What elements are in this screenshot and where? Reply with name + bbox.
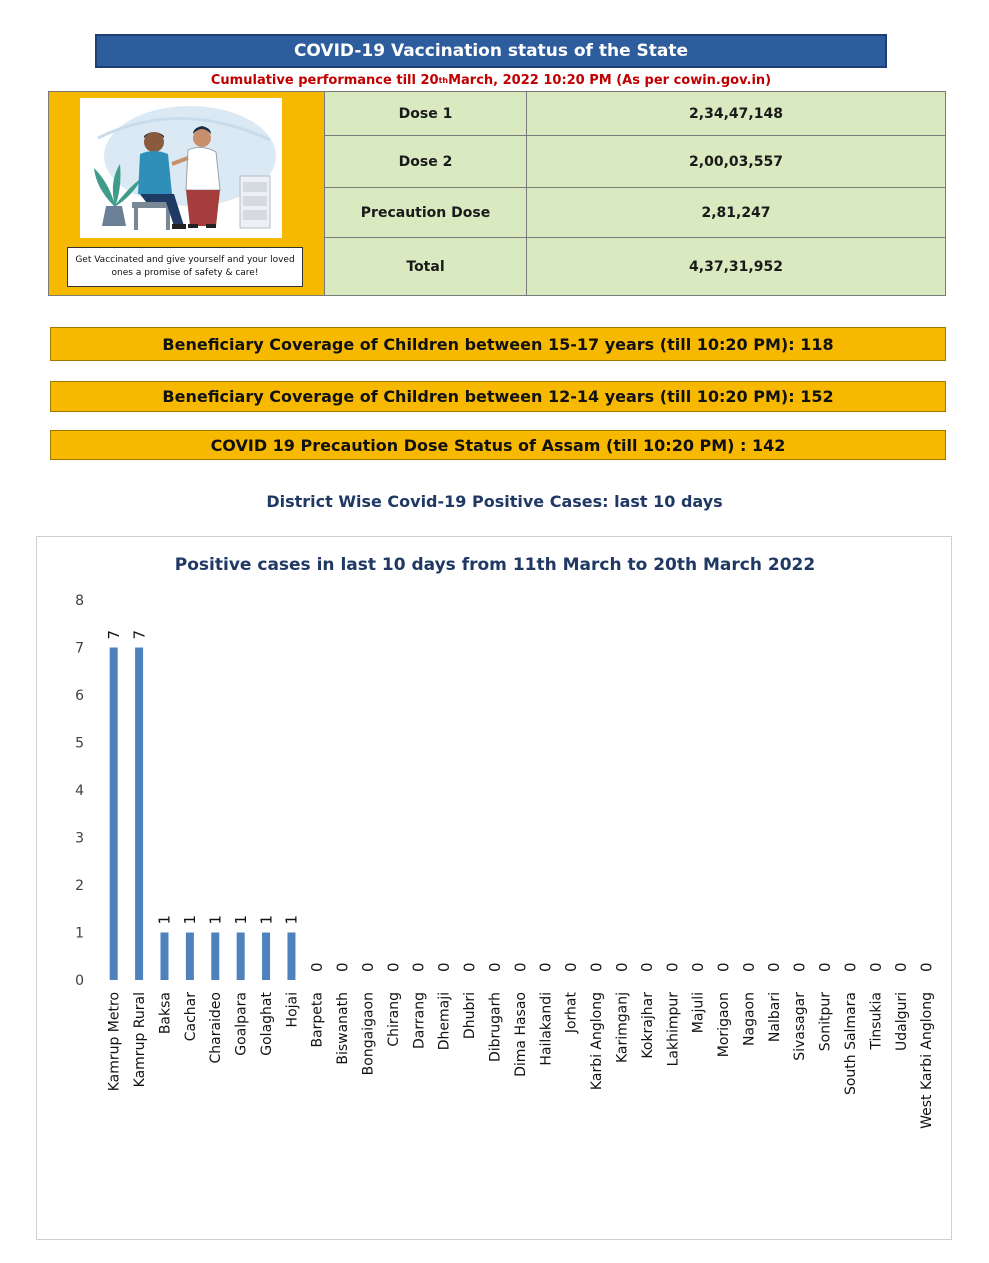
- data-label: 0: [612, 962, 631, 972]
- x-tick-label: South Salmara: [843, 992, 860, 1096]
- promo-panel: [49, 92, 325, 295]
- x-tick-label: Lakhimpur: [665, 992, 682, 1067]
- data-label: 7: [130, 629, 149, 640]
- bar: [135, 648, 143, 981]
- dose-value: 2,81,247: [701, 204, 771, 221]
- x-tick-label: Sonitpur: [817, 992, 834, 1052]
- data-label: 0: [384, 962, 403, 972]
- x-tick-label: Kokrajhar: [639, 992, 656, 1059]
- x-tick-label: Cachar: [182, 992, 199, 1042]
- y-tick-label: 5: [75, 735, 84, 752]
- data-label: 0: [511, 962, 530, 972]
- data-label: 0: [485, 962, 504, 972]
- y-tick-label: 1: [75, 925, 84, 942]
- dose-value: 2,34,47,148: [689, 105, 783, 122]
- x-tick-label: Darrang: [411, 992, 428, 1049]
- dose-label: Dose 2: [325, 136, 527, 187]
- x-tick-label: Hojai: [284, 992, 301, 1028]
- x-tick-label: Morigaon: [716, 992, 733, 1058]
- data-label: 0: [765, 962, 784, 972]
- x-tick-label: Karbi Anglong: [589, 992, 606, 1091]
- bar: [186, 933, 194, 981]
- children-12-14-coverage-bar: Beneficiary Coverage of Children between 12-14 years (till 10:20 PM): 152: [50, 381, 946, 412]
- x-tick-label: Chirang: [385, 992, 402, 1047]
- data-label: 1: [155, 914, 174, 925]
- y-tick-label: 4: [75, 783, 84, 799]
- x-tick-label: West Karbi Anglong: [919, 991, 936, 1129]
- data-label: 0: [739, 962, 758, 972]
- precaution-dose-status-bar: COVID 19 Precaution Dose Status of Assam (till 10:20 PM) : 142: [50, 430, 946, 460]
- data-label: 0: [689, 962, 708, 972]
- x-tick-label: Goalpara: [233, 992, 250, 1056]
- vaccination-illustration: [80, 98, 282, 238]
- x-tick-label: Barpeta: [309, 992, 326, 1048]
- x-tick-label: Nalbari: [766, 992, 783, 1043]
- bar: [237, 933, 245, 981]
- y-tick-label: 8: [75, 593, 84, 609]
- dose-row: [325, 188, 945, 238]
- x-tick-label: Bongaigaon: [360, 992, 377, 1076]
- data-label: 1: [206, 914, 225, 925]
- data-label: 0: [587, 962, 606, 972]
- data-label: 1: [231, 914, 250, 925]
- data-label: 1: [282, 914, 301, 925]
- bar: [211, 933, 219, 981]
- x-tick-label: Tinsukia: [868, 992, 885, 1050]
- section-heading: District Wise Covid-19 Positive Cases: last 10 days: [266, 491, 723, 511]
- data-label: 0: [866, 962, 885, 972]
- data-label: 0: [409, 962, 428, 972]
- promo-caption: Get Vaccinated and give yourself and your loved ones a promise of safety & care!: [67, 247, 303, 287]
- data-label: 0: [663, 962, 682, 972]
- chart-svg: [37, 537, 953, 1241]
- dose-label: Precaution Dose: [325, 188, 527, 237]
- data-label: 1: [181, 914, 200, 925]
- bar: [262, 933, 270, 981]
- data-label: 0: [562, 962, 581, 972]
- x-tick-label: Charaideo: [208, 992, 225, 1064]
- data-label: 0: [790, 962, 809, 972]
- x-tick-label: Karimganj: [614, 992, 631, 1064]
- x-tick-label: Dhubri: [462, 992, 479, 1040]
- x-tick-label: Dima Hasao: [512, 992, 529, 1077]
- data-label: 0: [638, 962, 657, 972]
- x-tick-label: Kamrup Metro: [106, 992, 123, 1092]
- subtitle-post: March, 2022 10:20 PM (As per cowin.gov.in): [448, 72, 772, 88]
- x-tick-label: Baksa: [157, 992, 174, 1035]
- dose-value: 2,00,03,557: [689, 153, 783, 170]
- vaccination-summary: [48, 91, 946, 296]
- x-tick-label: Sivasagar: [792, 992, 809, 1061]
- x-tick-label: Udalguri: [893, 992, 910, 1052]
- dose-row-total: [325, 238, 945, 295]
- x-tick-label: Dibrugarh: [487, 992, 504, 1063]
- y-tick-label: 2: [75, 878, 84, 894]
- main-title-banner: [95, 34, 887, 68]
- dose-row: [325, 136, 945, 188]
- x-tick-label: Jorhat: [563, 992, 580, 1034]
- bar: [110, 648, 118, 981]
- data-label: 0: [358, 962, 377, 972]
- dose-label: Total: [325, 238, 527, 295]
- y-tick-label: 7: [75, 640, 84, 657]
- data-label: 0: [435, 962, 454, 972]
- data-label: 0: [917, 962, 936, 972]
- y-tick-label: 0: [75, 973, 84, 989]
- data-label: 0: [892, 962, 911, 972]
- vaccination-illustration-svg: [80, 98, 282, 238]
- positive-cases-chart: [36, 536, 952, 1240]
- subtitle-sup: th: [438, 75, 449, 85]
- y-tick-label: 3: [75, 830, 84, 847]
- dose-value: 4,37,31,952: [689, 258, 783, 275]
- chart-title: Positive cases in last 10 days from 11th March to 20th March 2022: [174, 555, 816, 575]
- x-tick-label: Dhemaji: [436, 992, 453, 1051]
- subtitle-pre: Cumulative performance till 20: [210, 72, 439, 88]
- main-title: COVID-19 Vaccination status of the State: [293, 41, 689, 61]
- x-tick-label: Majuli: [690, 992, 707, 1034]
- x-tick-label: Golaghat: [258, 992, 275, 1056]
- data-label: 7: [104, 629, 123, 640]
- x-tick-label: Biswanath: [335, 992, 352, 1065]
- x-tick-label: Hailakandi: [538, 992, 555, 1066]
- dose-label: Dose 1: [325, 92, 527, 135]
- data-label: 0: [308, 962, 327, 972]
- data-label: 1: [257, 914, 276, 925]
- dose-table: [325, 92, 945, 295]
- data-label: 0: [460, 962, 479, 972]
- bar: [160, 933, 168, 981]
- data-label: 0: [333, 962, 352, 972]
- data-label: 0: [714, 962, 733, 972]
- x-tick-label: Nagaon: [741, 992, 758, 1046]
- data-label: 0: [841, 962, 860, 972]
- dose-row: [325, 92, 945, 136]
- subtitle: [95, 70, 887, 90]
- data-label: 0: [536, 962, 555, 972]
- x-tick-label: Kamrup Rural: [131, 992, 148, 1088]
- bar: [287, 933, 295, 981]
- y-tick-label: 6: [75, 688, 84, 704]
- data-label: 0: [815, 962, 834, 972]
- children-15-17-coverage-bar: Beneficiary Coverage of Children between 15-17 years (till 10:20 PM): 118: [50, 327, 946, 361]
